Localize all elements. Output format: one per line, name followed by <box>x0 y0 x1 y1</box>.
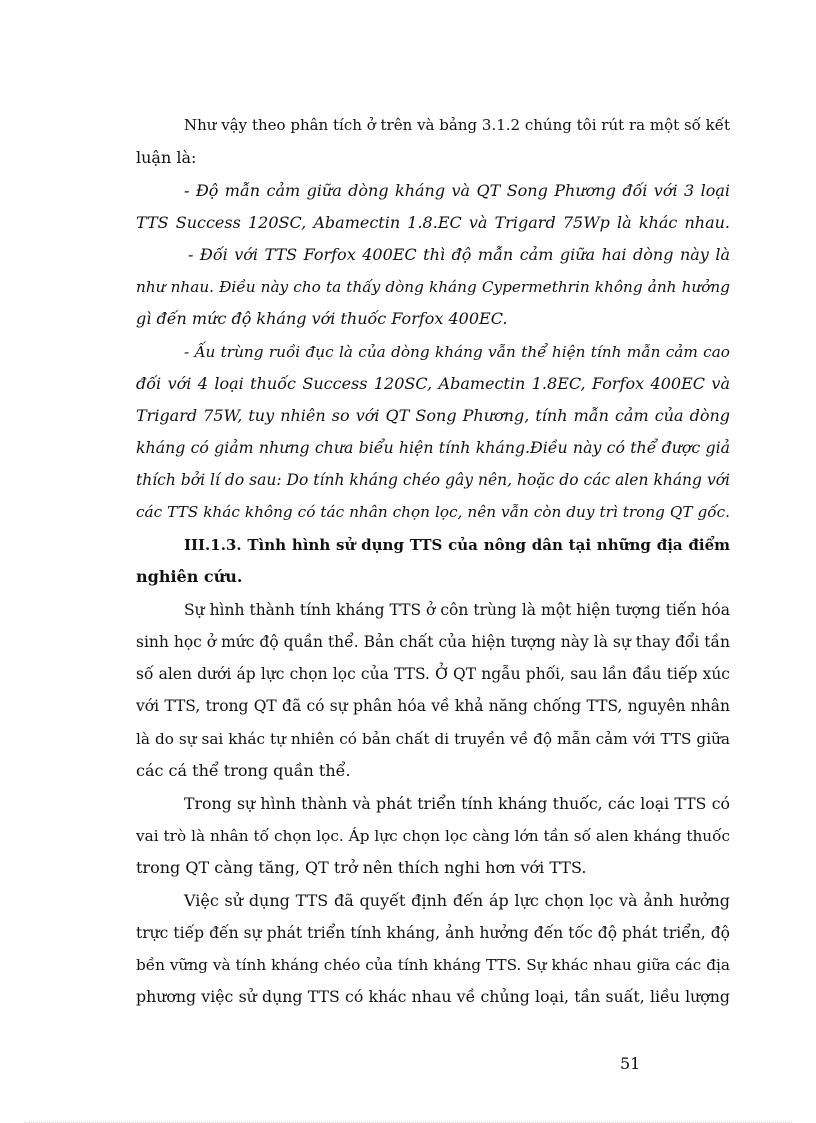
text-line: thích bởi lí do sau: Do tính kháng chéo gây nên, hoặc do các alen kháng với <box>136 471 730 489</box>
text-line: đối với 4 loại thuốc Success 120SC, Abamectin 1.8EC, Forfox 400EC và <box>136 374 730 393</box>
text-line: với TTS, trong QT đã có sự phân hóa về khả năng chống TTS, nguyên nhân <box>136 697 730 715</box>
text-line: - Ấu trùng ruồi đục là của dòng kháng vẫn thể hiện tính mẫn cảm cao <box>184 343 730 361</box>
page-number: 51 <box>620 1054 641 1073</box>
text-line: phương việc sử dụng TTS có khác nhau về chủng loại, tần suất, liều lượng <box>136 987 730 1006</box>
text-line: như nhau. Điều này cho ta thấy dòng kháng Cypermethrin không ảnh hưởng <box>136 278 730 296</box>
text-line: Trigard 75W, tuy nhiên so với QT Song Phương, tính mẫn cảm của dòng <box>136 406 730 425</box>
text-line: Như vậy theo phân tích ở trên và bảng 3.1.2 chúng tôi rút ra một số kết <box>184 116 730 134</box>
text-line: các cá thể trong quần thể. <box>136 761 351 780</box>
text-line: - Độ mẫn cảm giữa dòng kháng và QT Song Phương đối với 3 loại <box>184 181 730 200</box>
text-line: số alen dưới áp lực chọn lọc của TTS. Ở QT ngẫu phối, sau lần đầu tiếp xúc <box>136 665 730 683</box>
text-line: Sự hình thành tính kháng TTS ở côn trùng là một hiện tượng tiến hóa <box>184 601 730 619</box>
text-line: là do sự sai khác tự nhiên có bản chất di truyền về độ mẫn cảm với TTS giữa <box>136 730 730 748</box>
text-line: các TTS khác không có tác nhân chọn lọc, nên vẫn còn duy trì trong QT gốc. <box>136 503 730 521</box>
text-line: sinh học ở mức độ quần thể. Bản chất của hiện tượng này là sự thay đổi tần <box>136 633 730 651</box>
text-line: luận là: <box>136 148 197 167</box>
text-line: Trong sự hình thành và phát triển tính kháng thuốc, các loại TTS có <box>184 794 730 813</box>
text-line: Việc sử dụng TTS đã quyết định đến áp lực chọn lọc và ảnh hưởng <box>184 891 730 910</box>
text-line: vai trò là nhân tố chọn lọc. Áp lực chọn lọc càng lớn tần số alen kháng thuốc <box>136 827 730 845</box>
section-heading: III.1.3. Tình hình sử dụng TTS của nông dân tại những địa điểm <box>184 536 730 554</box>
text-line: kháng có giảm nhưng chưa biểu hiện tính kháng.Điều này có thể được giả <box>136 438 730 457</box>
section-heading: nghiên cứu. <box>136 567 243 586</box>
text-line: bền vững và tính kháng chéo của tính kháng TTS. Sự khác nhau giữa các địa <box>136 956 730 974</box>
text-line: TTS Success 120SC, Abamectin 1.8.EC và Trigard 75Wp là khác nhau. <box>136 213 730 232</box>
text-line: gì đến mức độ kháng với thuốc Forfox 400EC. <box>136 309 508 328</box>
text-line: trực tiếp đến sự phát triển tính kháng, ảnh hưởng đến tốc độ phát triển, độ <box>136 924 730 942</box>
text-line: trong QT càng tăng, QT trở nên thích nghi hơn với TTS. <box>136 858 587 877</box>
text-line: - Đối với TTS Forfox 400EC thì độ mẫn cảm giữa hai dòng này là <box>188 245 730 264</box>
